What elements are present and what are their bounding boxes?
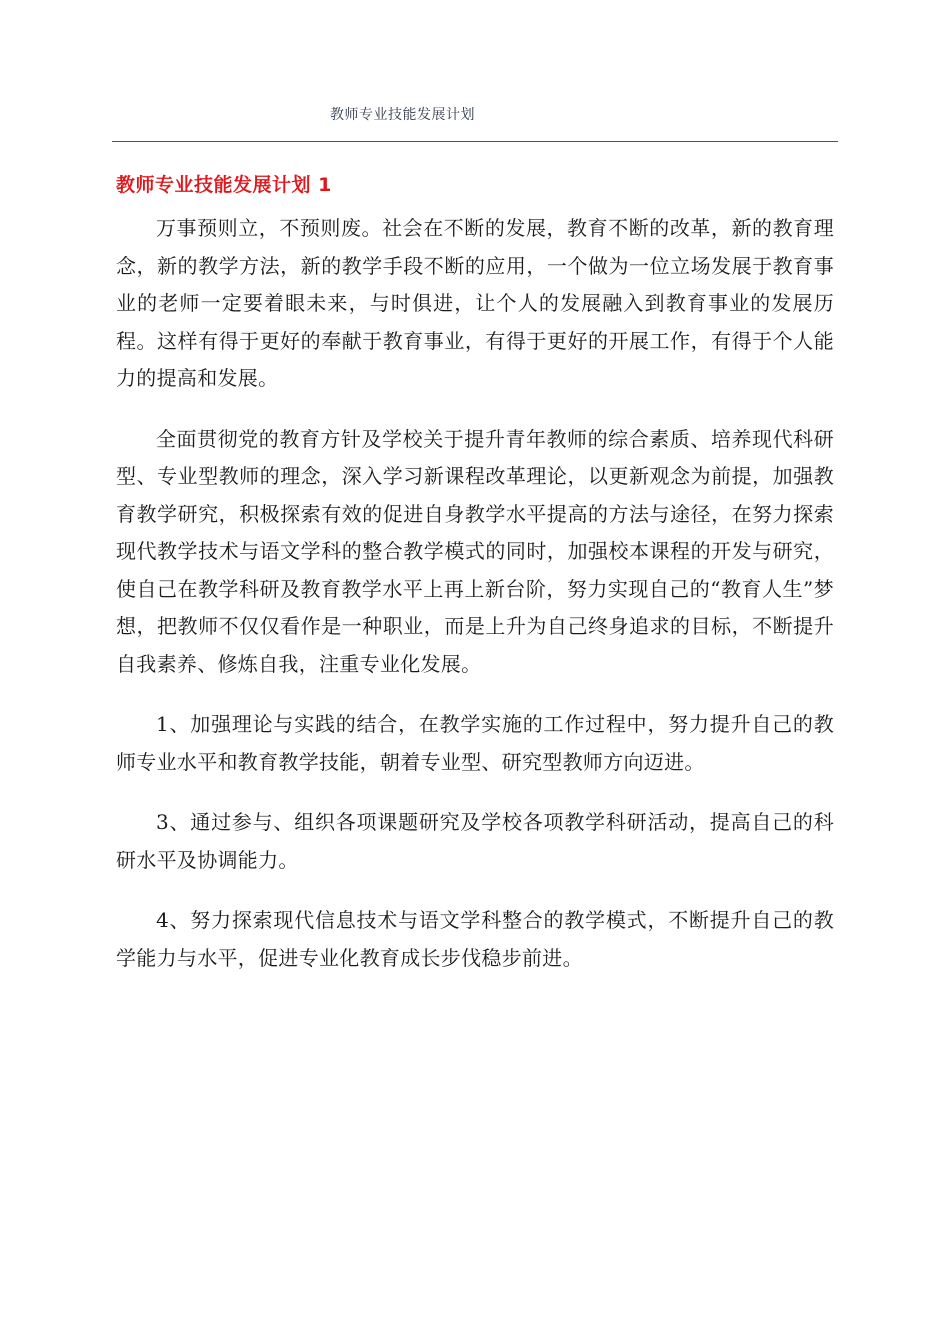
paragraph-item-3: 3、通过参与、组织各项课题研究及学校各项教学科研活动，提高自己的科研水平及协调能力。 [116, 810, 834, 872]
paragraph-intro: 万事预则立，不预则废。社会在不断的发展，教育不断的改革，新的教育理念，新的教学方法，新的教学手段不断的应用，一个做为一位立场发展于教育事业的老师一定要着眼未来，与时俱进，让个人的发展融入到教育事业的发展历程。这样有得于更好的奉献于教育事业，有得于更好的开展工作，有得于个人能力的提高和发展。 [116, 216, 834, 390]
paragraph-item-1: 1、加强理论与实践的结合，在教学实施的工作过程中，努力提升自己的教师专业水平和教育教学技能，朝着专业型、研究型教师方向迈进。 [116, 712, 834, 774]
running-header: 教师专业技能发展计划 [330, 107, 475, 123]
header-divider [112, 141, 838, 142]
document-body [116, 210, 834, 1000]
document-title: 教师专业技能发展计划 1 [116, 174, 332, 196]
paragraph-goals: 全面贯彻党的教育方针及学校关于提升青年教师的综合素质、培养现代科研型、专业型教师的理念，深入学习新课程改革理论，以更新观念为前提，加强教育教学研究，积极探索有效的促进自身教学水平提高的方法与途径，在努力探索现代教学技术与语文学科的整合教学模式的同时，加强校本课程的开发与研究，使自己在教学科研及教育教学水平上再上新台阶，努力实现自己的“教育人生”梦想，把教师不仅仅看作是一种职业，而是上升为自己终身追求的目标，不断提升自我素养、修炼自我，注重专业化发展。 [116, 426, 834, 676]
paragraph-item-4: 4、努力探索现代信息技术与语文学科整合的教学模式，不断提升自己的教学能力与水平，促进专业化教育成长步伐稳步前进。 [116, 908, 834, 970]
